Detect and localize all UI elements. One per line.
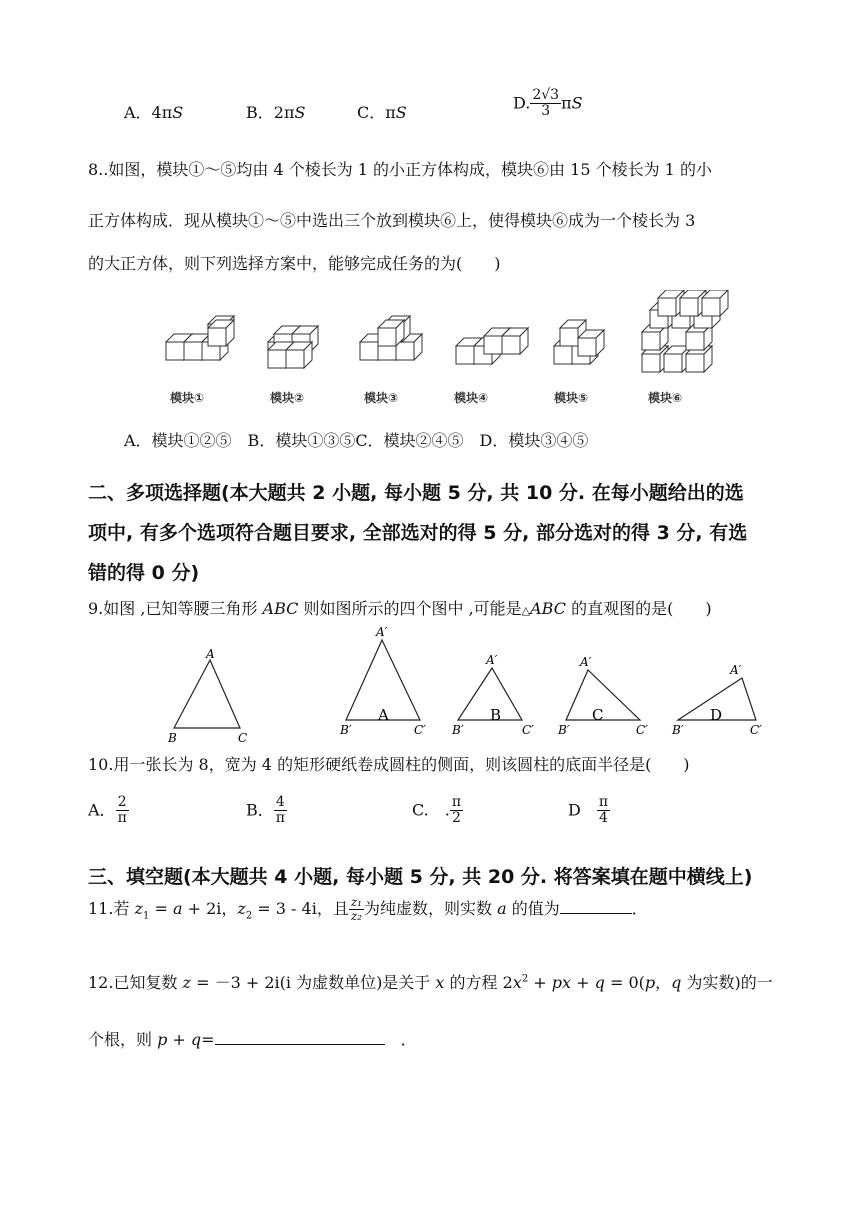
q10-d-num: π (598, 794, 609, 810)
section2-line-1: 二、多项选择题(本大题共 2 小题, 每小题 5 分, 共 10 分. 在每小题给出的选 (88, 482, 744, 504)
q10-c-label: C. . (412, 800, 450, 820)
q11-p2: = (149, 899, 173, 919)
q9-abc-2: ABC (530, 599, 566, 618)
orig-label-a: A (206, 647, 215, 661)
q12-p4: + (528, 973, 552, 992)
q7-option-a-var: S (172, 103, 184, 122)
q10-b-den: π (275, 810, 285, 827)
q9-stem (88, 596, 712, 619)
q12-qq: q (190, 1030, 202, 1049)
q8-modules-figure (150, 290, 750, 415)
module-label-3: 模块③ (364, 391, 399, 405)
q9-pre: 9.如图 ,已知等腰三角形 (88, 599, 263, 618)
q12-p8: 为实数)的一 (681, 973, 773, 992)
q10-option-a (88, 795, 129, 827)
module-label-6: 模块⑥ (648, 391, 683, 405)
b-label-right: C′ (522, 723, 534, 737)
q12-line2b: + (167, 1030, 191, 1049)
q7-option-c-label: C．π (357, 103, 396, 122)
q7-option-c (357, 100, 407, 123)
q9-original-triangle (174, 660, 240, 728)
b-label-top: A′ (486, 653, 498, 667)
q9-triangles-figure (160, 622, 780, 744)
q11-a1: a (172, 899, 183, 919)
module-label-5: 模块⑤ (554, 391, 589, 405)
module-1-shape (166, 316, 234, 360)
q10-b-fraction (274, 795, 287, 827)
q12-line-2 (88, 1027, 417, 1050)
q10-stem: 10.用一张长为 8，宽为 4 的矩形硬纸卷成圆柱的侧面，则该圆柱的底面半径是( ) (88, 755, 690, 774)
q12-qv: q (671, 973, 682, 992)
module-label-2: 模块② (270, 391, 305, 405)
q7-option-c-var: S (395, 103, 407, 122)
q7-option-d-label: D. (513, 93, 531, 113)
a-label-top: A′ (376, 625, 388, 639)
q10-option-b (246, 795, 287, 827)
q12-line2d: ． (400, 1030, 417, 1049)
q11-p6: 的值为 (506, 899, 560, 919)
module-label-1: 模块① (170, 391, 205, 405)
q12-pv: p (644, 973, 656, 992)
q10-a-fraction (116, 795, 129, 827)
q9-mid: 则如图所示的四个图中 ,可能是 (298, 599, 522, 618)
q12-x2: x (512, 973, 522, 992)
q11-z2: z (237, 899, 246, 919)
q7-d-denominator: 3 (541, 103, 551, 120)
d-label-left: B′ (672, 723, 684, 737)
q12-p6: = 0( (604, 973, 645, 992)
module-5-shape (554, 320, 604, 364)
orig-label-c: C (238, 731, 248, 744)
q12-p7: ， (655, 973, 672, 992)
q8-line-1: 8..如图，模块①～⑤均由 4 个棱长为 1 的小正方体构成，模块⑥由 15 个棱长为 1 的小 (88, 160, 712, 179)
module-6-shape (642, 290, 728, 372)
q10-d-label: D (568, 800, 597, 820)
q12-p1: 12.已知复数 (88, 973, 183, 992)
q10-option-c (412, 795, 463, 827)
q11-frac-den: z₂ (350, 909, 362, 924)
q8-line-2: 正方体构成．现从模块①～⑤中选出三个放到模块⑥上，使得模块⑥成为一个棱长为 3 (88, 211, 696, 230)
option-letter-b: B (490, 706, 502, 724)
q10-c-den: 2 (452, 810, 461, 827)
section2-line-3: 错的得 0 分) (88, 562, 200, 584)
q12-p2: = －3 + 2i(i 为虚数单位)是关于 (190, 973, 436, 992)
q11-p5: 为纯虚数，则实数 (363, 899, 498, 919)
q12-z: z (182, 973, 191, 992)
q7-option-b-label: B．2π (246, 103, 295, 122)
q11-answer-blank[interactable] (560, 899, 632, 914)
q11-p7: ． (631, 899, 648, 919)
q12-q: q (594, 973, 605, 992)
q7-d-numerator: 2√3 (532, 87, 560, 103)
q10-a-den: π (117, 810, 127, 827)
q10-b-label: B． (246, 800, 274, 820)
b-label-left: B′ (452, 723, 464, 737)
q12-x: x (435, 973, 445, 992)
q11-z1: z (134, 899, 143, 919)
d-label-top: A′ (730, 663, 742, 677)
q12-sup: 2 (521, 973, 529, 985)
q10-d-fraction (597, 795, 610, 827)
q8-line-3: 的大正方体，则下列选择方案中，能够完成任务的为( ) (88, 254, 501, 273)
module-4-shape (456, 328, 528, 364)
q12-answer-blank[interactable] (215, 1030, 385, 1045)
q9-abc: ABC (262, 599, 299, 618)
q7-option-d-fraction (530, 88, 561, 120)
option-letter-c: C (592, 706, 604, 724)
q12-line2c: = (201, 1030, 215, 1049)
q10-d-den: 4 (598, 810, 608, 827)
d-label-right: C′ (750, 723, 762, 737)
q11-p4: = 3 - 4i，且 (252, 899, 349, 919)
section2-line-2: 项中, 有多个选项符合题目要求, 全部选对的得 5 分, 部分选对的得 3 分, 有选 (88, 522, 748, 544)
q11-frac-num: z₁ (350, 895, 362, 909)
q11-fraction (349, 896, 364, 923)
c-label-top: A′ (580, 655, 592, 669)
q10-c-fraction (450, 795, 463, 827)
q12-p3: 的方程 2 (444, 973, 513, 992)
q10-c-num: π (451, 794, 462, 810)
q7-option-d (513, 88, 583, 120)
module-3-shape (360, 316, 422, 360)
q10-a-label: A． (88, 800, 116, 820)
q9-triangle-symbol: △ (521, 604, 531, 617)
q10-a-num: 2 (116, 795, 129, 811)
q11-p1: 11.若 (88, 899, 135, 919)
a-label-right: C′ (414, 723, 426, 737)
q7-option-a-label: A．4π (124, 103, 173, 122)
q11-sub1: 1 (142, 910, 150, 922)
q12-px: px (551, 973, 572, 992)
q12-line-1 (88, 970, 773, 993)
q11-stem (88, 896, 648, 923)
q12-line2a: 个根，则 (88, 1030, 158, 1049)
c-label-left: B′ (558, 723, 570, 737)
q7-d-pi: π (561, 93, 572, 113)
module-2-shape (268, 326, 318, 368)
q10-option-d (568, 795, 610, 827)
option-letter-a: A (378, 706, 389, 724)
q9-post: 的直观图的是( ) (565, 599, 712, 618)
q11-a2: a (497, 899, 507, 919)
q11-sub2: 2 (245, 910, 253, 922)
module-label-4: 模块④ (454, 391, 489, 405)
q8-options: A．模块①②⑤ B．模块①③⑤C．模块②④⑤ D．模块③④⑤ (124, 431, 589, 450)
section3-title: 三、填空题(本大题共 4 小题, 每小题 5 分, 共 20 分. 将答案填在题中横线上) (88, 866, 753, 888)
q7-option-b-var: S (294, 103, 306, 122)
q12-p5: + (571, 973, 595, 992)
q11-p3: + 2i， (182, 899, 238, 919)
orig-label-b: B (168, 731, 177, 744)
option-letter-d: D (710, 706, 723, 724)
q7-d-var: S (571, 93, 583, 113)
q7-option-a (124, 100, 183, 123)
q12-pp: p (157, 1030, 168, 1049)
a-label-left: B′ (340, 723, 352, 737)
c-label-right: C′ (636, 723, 648, 737)
q7-option-b (246, 100, 305, 123)
q10-b-num: 4 (274, 795, 287, 811)
